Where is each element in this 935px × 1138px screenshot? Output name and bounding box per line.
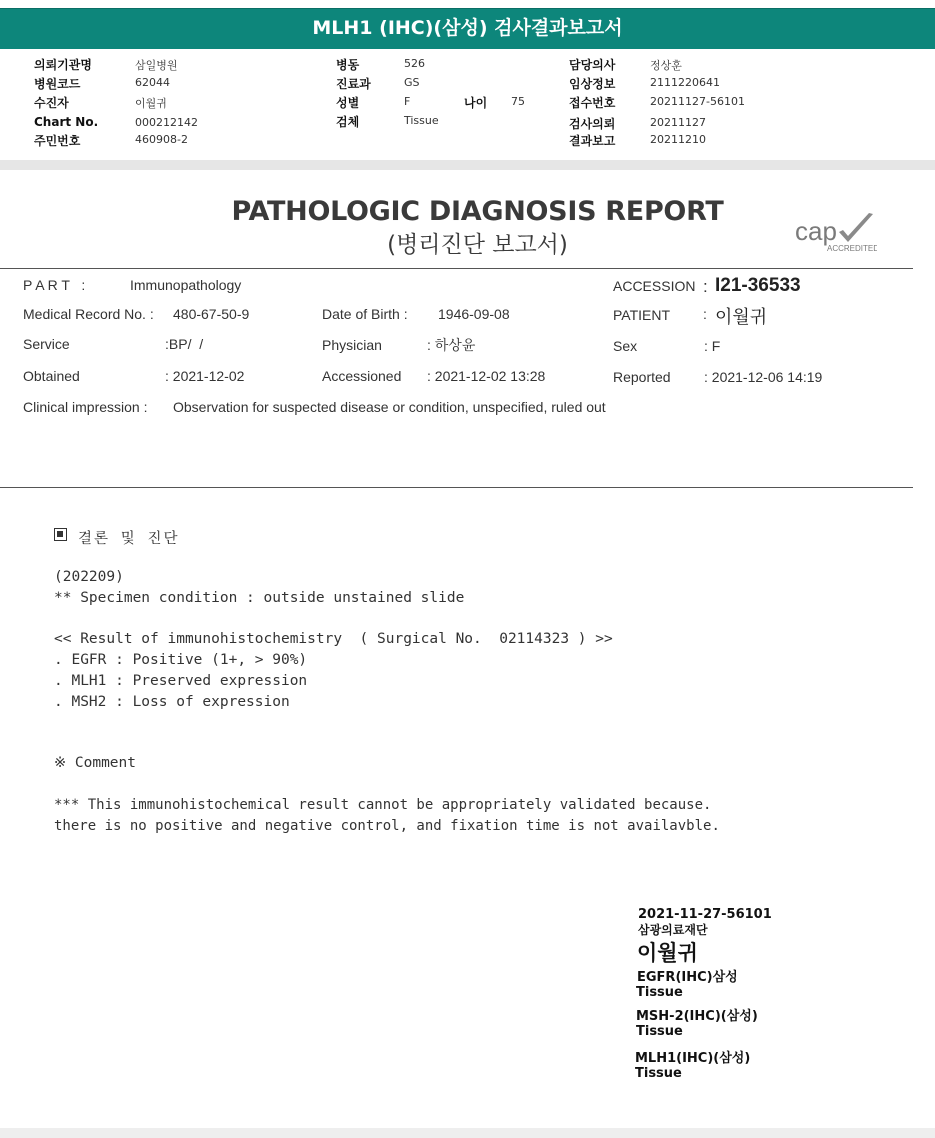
- label-part: P A R T :: [23, 277, 86, 293]
- value-receipt-no: 20211127-56101: [650, 95, 745, 108]
- label-medical-record-no: Medical Record No. :: [23, 306, 154, 322]
- stamp-patient-name: 이월귀: [637, 941, 698, 965]
- value-clinical-impression: Observation for suspected disease or condition, unspecified, ruled out: [173, 399, 606, 415]
- stamp-test-specimen: Tissue: [636, 985, 683, 1000]
- label-specimen: 검체: [336, 115, 360, 129]
- label-clinical-info: 임상정보: [569, 77, 616, 91]
- result-line: . MLH1 : Preserved expression: [54, 673, 308, 689]
- value-reported: : 2021-12-06 14:19: [704, 369, 823, 385]
- comment-line: there is no positive and negative control, and fixation time is not availavble.: [54, 818, 720, 834]
- stamp-test-name: EGFR(IHC)삼성: [637, 970, 738, 985]
- label-service: Service: [23, 336, 70, 352]
- stamp-test-specimen: Tissue: [636, 1024, 683, 1039]
- label-hospital-code: 병원코드: [34, 77, 81, 91]
- label-doctor: 담당의사: [569, 58, 616, 72]
- value-chart-no: 000212142: [135, 116, 198, 129]
- label-accession: ACCESSION: [613, 278, 696, 294]
- cap-logo-text: cap: [795, 216, 837, 246]
- value-sex-report: : F: [704, 338, 721, 354]
- report-code: (202209): [54, 569, 124, 585]
- value-obtained: : 2021-12-02: [165, 368, 245, 384]
- value-department: GS: [404, 76, 420, 89]
- label-result-report: 결과보고: [569, 134, 616, 148]
- label-institution: 의뢰기관명: [34, 58, 92, 72]
- header-divider: [0, 160, 935, 170]
- label-department: 진료과: [336, 77, 371, 91]
- stamp-test-specimen: Tissue: [635, 1066, 682, 1081]
- value-age: 75: [511, 95, 525, 108]
- comment-heading: ※ Comment: [54, 755, 136, 771]
- value-service: :BP/ /: [165, 336, 204, 352]
- cap-accredited-logo: [793, 208, 877, 254]
- rule-top: [0, 268, 913, 269]
- label-age: 나이: [464, 96, 488, 110]
- section-heading: 결론 및 진단: [78, 531, 180, 547]
- label-obtained: Obtained: [23, 368, 80, 384]
- value-accessioned: : 2021-12-02 13:28: [427, 368, 546, 384]
- value-specimen: Tissue: [404, 114, 439, 127]
- label-test-request: 검사의뢰: [569, 117, 616, 131]
- value-medical-record-no: 480-67-50-9: [173, 306, 250, 322]
- report-title: PATHOLOGIC DIAGNOSIS REPORT: [231, 196, 724, 227]
- value-institution: 삼일병원: [135, 59, 178, 72]
- label-reported: Reported: [613, 369, 671, 385]
- checkmark-icon: [839, 213, 873, 242]
- stamp-institution: 삼광의료재단: [638, 923, 708, 937]
- value-date-of-birth: 1946-09-08: [438, 306, 510, 322]
- value-test-request: 20211127: [650, 116, 706, 129]
- label-accessioned: Accessioned: [322, 368, 402, 384]
- value-part: Immunopathology: [130, 277, 242, 293]
- value-resident-no: 460908-2: [135, 133, 188, 146]
- label-examinee: 수진자: [34, 96, 69, 110]
- label-sex: 성별: [336, 96, 360, 110]
- footer-strip: [0, 1128, 935, 1138]
- label-sex-report: Sex: [613, 338, 638, 354]
- stamp-test-name: MLH1(IHC)(삼성): [635, 1051, 751, 1066]
- label-date-of-birth: Date of Birth :: [322, 306, 408, 322]
- value-patient: 이월귀: [715, 307, 768, 327]
- label-physician: Physician: [322, 337, 382, 353]
- label-resident-no: 주민번호: [34, 134, 81, 148]
- label-chart-no: Chart No.: [34, 115, 99, 129]
- result-line: . MSH2 : Loss of expression: [54, 694, 290, 710]
- header-title: MLH1 (IHC)(삼성) 검사결과보고서: [312, 17, 623, 39]
- label-patient: PATIENT: [613, 307, 671, 323]
- label-ward: 병동: [336, 58, 360, 72]
- comment-line: *** This immunohistochemical result cannot be appropriately validated because.: [54, 797, 712, 813]
- stamp-test-name: MSH-2(IHC)(삼성): [636, 1009, 758, 1024]
- ihc-header: << Result of immunohistochemistry ( Surgical No. 02114323 ) >>: [54, 631, 613, 647]
- report-subtitle: (병리진단 보고서): [387, 232, 568, 258]
- cap-logo-subtext: ACCREDITED: [827, 244, 877, 253]
- label-receipt-no: 접수번호: [569, 96, 616, 110]
- value-ward: 526: [404, 57, 425, 70]
- value-hospital-code: 62044: [135, 76, 170, 89]
- label-clinical-impression: Clinical impression :: [23, 399, 148, 415]
- result-line: . EGFR : Positive (1+, > 90%): [54, 652, 308, 668]
- value-clinical-info: 2111220641: [650, 76, 720, 89]
- value-examinee: 이월귀: [135, 97, 167, 110]
- value-accession: I21-36533: [715, 275, 801, 296]
- specimen-condition: ** Specimen condition : outside unstained slide: [54, 590, 465, 606]
- rule-bottom: [0, 487, 913, 488]
- value-physician: : 하상윤: [427, 337, 476, 353]
- value-sex: F: [404, 95, 411, 108]
- value-doctor: 정상훈: [650, 59, 682, 72]
- value-result-report: 20211210: [650, 133, 706, 146]
- stamp-accession: 2021-11-27-56101: [638, 907, 772, 922]
- section-square-icon: [54, 528, 67, 541]
